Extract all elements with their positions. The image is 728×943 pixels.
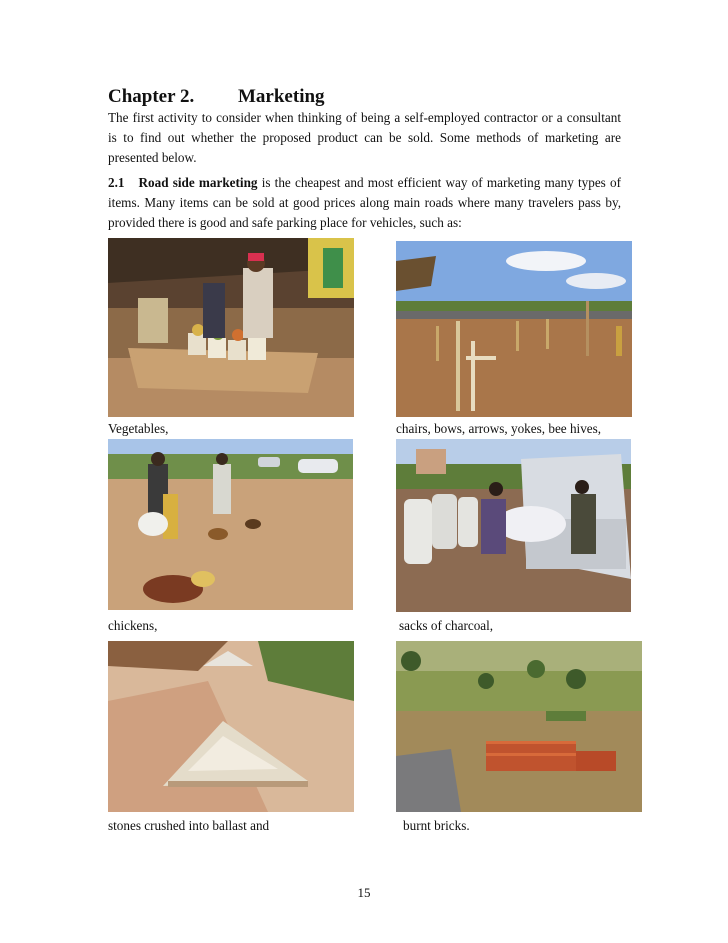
chapter-title: Marketing bbox=[238, 86, 325, 107]
stones-photo bbox=[108, 641, 354, 812]
caption-crafts: chairs, bows, arrows, yokes, bee hives, bbox=[396, 421, 602, 436]
page-number: 15 bbox=[357, 885, 371, 900]
chapter-heading bbox=[108, 86, 325, 108]
caption-charcoal: sacks of charcoal, bbox=[399, 618, 494, 633]
caption-bricks: burnt bricks. bbox=[403, 818, 470, 833]
caption-stones: stones crushed into ballast and bbox=[108, 818, 270, 833]
bricks-photo bbox=[396, 641, 642, 812]
section-lead: Road side marketing bbox=[138, 175, 258, 190]
section-number: 2.1 bbox=[108, 175, 125, 190]
section-paragraph bbox=[108, 173, 621, 233]
chickens-photo bbox=[108, 439, 353, 610]
charcoal-photo bbox=[396, 439, 631, 612]
intro-paragraph: The first activity to consider when thinking of being a self-employed contractor or a consultant is to find out whether the proposed product can be sold. Some methods of marketing are presented below. bbox=[108, 110, 621, 165]
section-text: is the cheapest and most efficient way of marketing many types of items. Many items can be sold at good prices along main roads where many travelers pass by, provided there is good and safe parking place for vehicles, such as: bbox=[108, 175, 621, 230]
vegetables-photo bbox=[108, 238, 354, 417]
caption-vegetables: Vegetables, bbox=[108, 421, 169, 436]
crafts-photo bbox=[396, 241, 632, 417]
caption-chickens: chickens, bbox=[108, 618, 158, 633]
chapter-number: Chapter 2. bbox=[108, 86, 195, 107]
